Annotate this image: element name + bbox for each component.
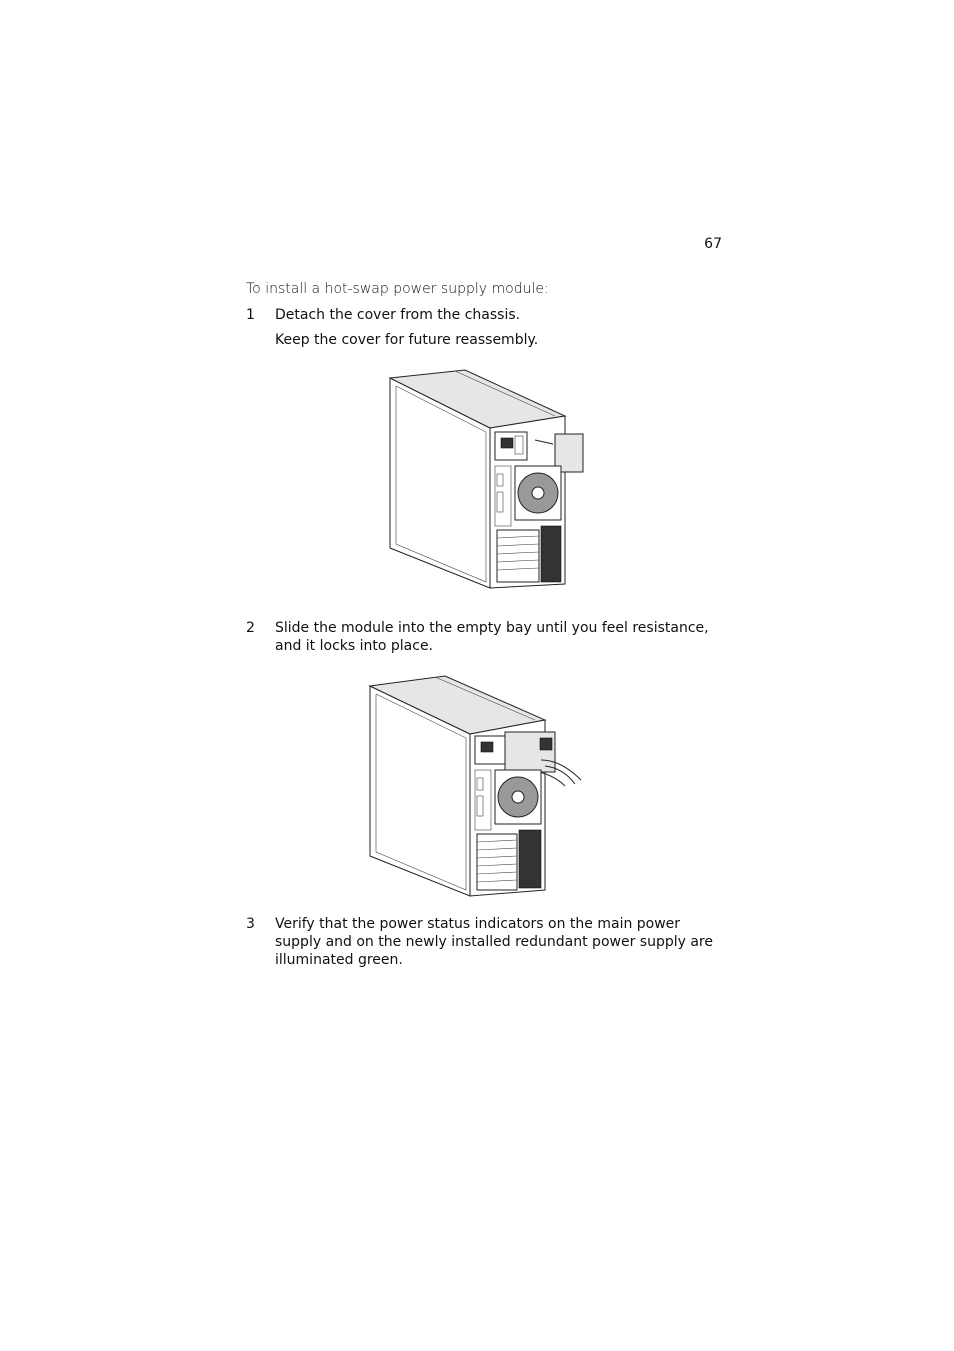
step-1-note: Keep the cover for future reassembly.	[275, 332, 539, 348]
step-text: Verify that the power status indicators on the main power supply and on the newly installed redundant power supply are illuminated green.	[275, 916, 713, 968]
step-number: 3	[246, 916, 255, 932]
step-text: Detach the cover from the chassis.	[275, 307, 521, 323]
step-number: 2	[246, 620, 255, 636]
step-number: 1	[246, 307, 255, 323]
figure-slide-module	[365, 672, 585, 902]
step-text: Slide the module into the empty bay until you feel resistance, and it locks into place.	[275, 620, 709, 654]
server-chassis-illustration	[385, 366, 585, 596]
page-number: 67	[704, 236, 722, 252]
figure-detach-cover	[385, 366, 585, 596]
procedure-intro: To install a hot-swap power supply module:	[246, 281, 549, 297]
server-chassis-module-insert-illustration	[365, 672, 585, 902]
